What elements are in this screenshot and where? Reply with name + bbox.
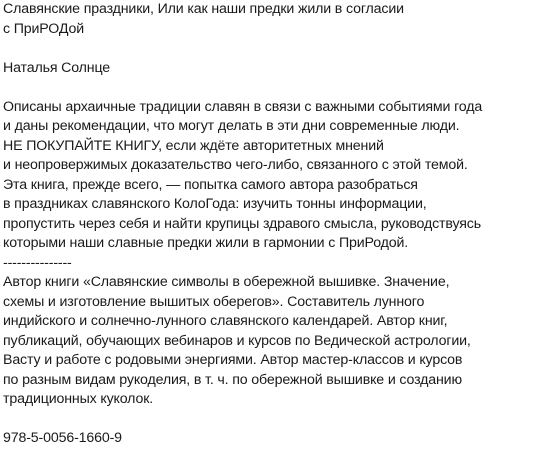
about-author-line: Автор книги «Славянские символы в обережной вышивке. Значение,	[3, 274, 450, 290]
about-author-line: по разным видам рукоделия, в т. ч. по обережной вышивке и созданию	[3, 371, 462, 388]
about-author-line: схемы и изготовление вышитых оберегов». Составитель лунного	[3, 293, 425, 310]
isbn: 978-5-0056-1660-9	[3, 430, 122, 446]
blank-line	[3, 39, 549, 59]
document-page	[3, 0, 549, 449]
description-line: Описаны архаичные традиции славян в связи с важными событиями года	[3, 98, 483, 115]
about-author-line: индийского и солнечно-лунного славянского календарей. Автор книг,	[3, 313, 448, 329]
description-line: НЕ ПОКУПАЙТЕ КНИГУ, если ждёте авторитетных мнений	[3, 137, 384, 154]
separator: ---------------	[3, 254, 72, 271]
book-author: Наталья Солнце	[3, 59, 111, 76]
about-author-line: публикаций, обучающих вебинаров и курсов по Ведической астрологии,	[3, 332, 471, 349]
description-line: и неопровержимых доказательство чего-либо, связанного с этой темой.	[3, 157, 468, 173]
about-author-line: традиционных куколок.	[3, 391, 154, 407]
about-author	[3, 273, 549, 410]
book-description	[3, 98, 549, 254]
book-title	[3, 0, 549, 39]
title-line: Славянские праздники, Или как наши предки жили в согласии	[3, 1, 404, 17]
description-line: которыми наши славные предки жили в гармонии с ПриРодой.	[3, 235, 409, 251]
title-line: с ПриРОДой	[3, 20, 85, 37]
description-line: и даны рекомендации, что могут делать в эти дни современные люди.	[3, 118, 460, 134]
description-line: Эта книга, прежде всего, — попытка самого автора разобраться	[3, 176, 418, 193]
description-line: пропустить через себя и найти крупицы здравого смысла, руководствуясь	[3, 215, 481, 232]
blank-line	[3, 410, 549, 430]
about-author-line: Васту и работе с родовыми энергиями. Автор мастер-классов и курсов	[3, 352, 463, 368]
blank-line	[3, 78, 549, 98]
description-line: в праздниках славянского КолоГода: изучить тонны информации,	[3, 196, 427, 212]
